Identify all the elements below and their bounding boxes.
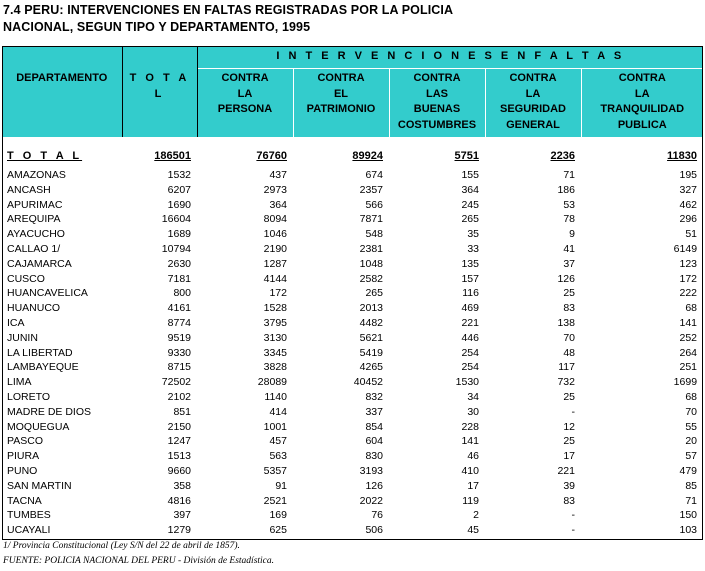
department-name: ICA (7, 316, 25, 329)
cell-value: 157 (461, 272, 479, 285)
cell-value: 254 (461, 361, 479, 374)
title-line-1: 7.4 PERU: INTERVENCIONES EN FALTAS REGISTRADAS POR LA POLICIA (3, 3, 454, 17)
column-header-line: PUBLICA (617, 118, 667, 131)
cell-value: 337 (365, 405, 383, 418)
cell-value: 10794 (161, 242, 191, 255)
cell-value: 3130 (263, 331, 287, 344)
cell-value: 830 (365, 450, 383, 463)
cell-value: 57 (685, 450, 698, 463)
cell-value: 4144 (263, 272, 287, 285)
cell-value: 1530 (455, 376, 479, 389)
cell-value: 83 (563, 494, 575, 507)
cell-value: 16604 (161, 213, 191, 226)
cell-value: 9330 (167, 346, 191, 359)
total-value: 76760 (256, 150, 287, 162)
column-header-line: CONTRA (413, 72, 461, 84)
cell-value: 141 (679, 316, 698, 329)
cell-value: 3828 (263, 361, 287, 374)
cell-value: 2190 (263, 242, 287, 255)
cell-value: 851 (173, 405, 191, 418)
cell-value: 1528 (263, 302, 287, 315)
cell-value: 245 (461, 198, 479, 211)
column-header-line: SEGURIDAD (499, 103, 566, 115)
cell-value: - (571, 509, 575, 522)
cell-value: 5621 (359, 331, 383, 344)
cell-value: 119 (462, 494, 479, 507)
cell-value: 4482 (359, 316, 383, 329)
cell-value: 51 (685, 228, 698, 241)
cell-value: 4161 (167, 302, 191, 315)
cell-value: 17 (467, 479, 479, 492)
department-name: CALLAO 1/ (7, 242, 61, 255)
cell-value: 9519 (167, 331, 191, 344)
cell-value: 548 (365, 228, 383, 241)
column-header-line: GENERAL (506, 118, 560, 131)
department-name: JUNIN (7, 331, 38, 344)
cell-value: 1048 (359, 257, 383, 270)
department-name: UCAYALI (7, 524, 51, 537)
table-title (3, 2, 453, 36)
cell-value: 222 (679, 287, 698, 300)
cell-value: 563 (269, 450, 287, 463)
column-header-line: CONTRA (618, 72, 666, 84)
department-name: CUSCO (7, 272, 45, 285)
cell-value: 39 (563, 479, 575, 492)
cell-value: 2521 (263, 494, 287, 507)
cell-value: 800 (173, 287, 191, 300)
cell-value: 25 (563, 435, 575, 448)
group-header-intervenciones: I N T E R V E N C I O N E S E N F A L T A S (197, 46, 703, 69)
cell-value: 126 (557, 272, 575, 285)
cell-value: 55 (685, 420, 698, 433)
cell-value: 296 (679, 213, 698, 226)
title-line-2: NACIONAL, SEGUN TIPO Y DEPARTAMENTO, 1995 (3, 20, 311, 34)
department-name: PASCO (7, 435, 43, 448)
cell-value: 364 (269, 198, 287, 211)
cell-value: 116 (462, 287, 479, 300)
cell-value: 254 (461, 346, 479, 359)
cell-value: 1532 (167, 169, 191, 181)
cell-value: 72502 (161, 376, 191, 389)
cell-value: 12 (563, 420, 575, 433)
cell-value: 2630 (167, 257, 191, 270)
cell-value: 91 (275, 479, 287, 492)
cell-value: 46 (467, 450, 479, 463)
cell-value: 566 (365, 198, 383, 211)
cell-value: 123 (679, 257, 698, 270)
department-name: AMAZONAS (7, 169, 66, 181)
cell-value: 71 (563, 169, 575, 181)
cell-value: 2582 (359, 272, 383, 285)
cell-value: 252 (679, 331, 698, 344)
cell-value: 2 (473, 509, 479, 522)
cell-value: 437 (269, 169, 287, 181)
cell-value: 625 (269, 524, 287, 537)
cell-value: 1001 (263, 420, 287, 433)
column-header-line: TRANQUILIDAD (600, 103, 685, 115)
cell-value: 854 (365, 420, 383, 433)
cell-value: 1699 (673, 376, 698, 389)
cell-value: 20 (685, 435, 698, 448)
cell-value: 732 (557, 376, 575, 389)
cell-value: 8094 (263, 213, 287, 226)
column-header-departamento: DEPARTAMENTO (2, 46, 122, 137)
cell-value: 135 (461, 257, 479, 270)
column-header-line: PATRIMONIO (306, 103, 376, 115)
department-name: LIMA (7, 376, 32, 389)
column-header-line: LA (634, 87, 650, 100)
cell-value: 5357 (263, 464, 287, 477)
department-name: PUNO (7, 464, 38, 477)
column-header-line: EL (333, 87, 349, 100)
column-header-line: CONTRA (317, 72, 365, 84)
cell-value: 76 (371, 509, 383, 522)
cell-value: 1140 (264, 390, 287, 403)
cell-value: 172 (269, 287, 287, 300)
column-header-line: PERSONA (217, 103, 273, 115)
cell-value: 228 (461, 420, 479, 433)
cell-value: 17 (563, 450, 575, 463)
cell-value: 53 (563, 198, 575, 211)
department-name: AREQUIPA (7, 213, 61, 226)
cell-value: 358 (173, 479, 191, 492)
cell-value: 70 (563, 331, 575, 344)
cell-value: 30 (467, 405, 479, 418)
department-name: SAN MARTIN (7, 479, 72, 492)
department-name: TUMBES (7, 509, 51, 522)
department-name: HUANUCO (7, 302, 61, 315)
total-value: 89924 (352, 150, 383, 162)
cell-value: 457 (269, 435, 287, 448)
cell-value: 45 (467, 524, 479, 537)
cell-value: 674 (365, 169, 383, 181)
cell-value: 1279 (167, 524, 191, 537)
table-frame (2, 46, 703, 540)
cell-value: 469 (461, 302, 479, 315)
department-name: APURIMAC (7, 198, 63, 211)
department-name: LAMBAYEQUE (7, 361, 79, 374)
total-value: 186501 (154, 150, 191, 162)
cell-value: 117 (558, 361, 575, 374)
cell-value: 68 (685, 390, 698, 403)
department-name: PIURA (7, 450, 40, 463)
cell-value: 103 (679, 524, 698, 537)
cell-value: 25 (563, 390, 575, 403)
department-name: LA LIBERTAD (7, 346, 73, 359)
cell-value: 832 (365, 390, 383, 403)
cell-value: 155 (461, 169, 479, 181)
cell-value: 2102 (167, 390, 191, 403)
footnote-callao: 1/ Provincia Constitucional (Ley S/N del 22 de abril de 1857). (3, 541, 240, 551)
cell-value: 446 (461, 331, 479, 344)
cell-value: 85 (685, 479, 698, 492)
cell-value: 126 (365, 479, 383, 492)
cell-value: - (571, 524, 575, 537)
total-value: 5751 (454, 150, 479, 162)
cell-value: 41 (563, 242, 575, 255)
cell-value: 1513 (167, 450, 191, 463)
cell-value: 7871 (359, 213, 383, 226)
cell-value: 8715 (167, 361, 191, 374)
total-value: 2236 (550, 150, 575, 162)
cell-value: 2381 (359, 242, 383, 255)
total-label: T O T A L (7, 150, 83, 162)
cell-value: 2357 (359, 183, 383, 196)
cell-value: 70 (685, 405, 698, 418)
cell-value: 479 (679, 464, 698, 477)
cell-value: 265 (365, 287, 383, 300)
column-header-total: T O T A L (122, 46, 197, 137)
cell-value: 138 (557, 316, 575, 329)
department-name: MADRE DE DIOS (7, 405, 92, 418)
cell-value: 1247 (167, 435, 191, 448)
cell-value: 25 (563, 287, 575, 300)
cell-value: 9 (569, 228, 575, 241)
department-name: CAJAMARCA (7, 257, 72, 270)
cell-value: 169 (269, 509, 287, 522)
cell-value: 71 (685, 494, 698, 507)
column-header-line: COSTUMBRES (397, 118, 477, 131)
cell-value: 186 (557, 183, 575, 196)
cell-value: 6149 (673, 242, 698, 255)
source-note: FUENTE: POLICIA NACIONAL DEL PERU - División de Estadística. (3, 556, 275, 566)
cell-value: 40452 (353, 376, 383, 389)
cell-value: 195 (679, 169, 698, 181)
cell-value: 506 (365, 524, 383, 537)
cell-value: 2013 (359, 302, 383, 315)
cell-value: 1287 (263, 257, 287, 270)
cell-value: 9660 (167, 464, 191, 477)
cell-value: 150 (679, 509, 698, 522)
cell-value: 2150 (167, 420, 191, 433)
cell-value: - (571, 405, 575, 418)
department-name: ANCASH (7, 183, 51, 196)
cell-value: 1046 (263, 228, 287, 241)
cell-value: 83 (563, 302, 575, 315)
cell-value: 7181 (167, 272, 191, 285)
cell-value: 2973 (263, 183, 287, 196)
cell-value: 221 (557, 464, 575, 477)
cell-value: 2022 (359, 494, 383, 507)
cell-value: 6207 (167, 183, 191, 196)
cell-value: 462 (679, 198, 698, 211)
cell-value: 1689 (167, 228, 191, 241)
column-header-line: BUENAS (413, 103, 461, 115)
cell-value: 1690 (167, 198, 191, 211)
cell-value: 33 (467, 242, 479, 255)
department-name: AYACUCHO (7, 228, 65, 241)
department-name: LORETO (7, 390, 50, 403)
cell-value: 3345 (263, 346, 287, 359)
total-value: 11830 (667, 150, 698, 162)
cell-value: 265 (461, 213, 479, 226)
cell-value: 604 (365, 435, 383, 448)
cell-value: 414 (269, 405, 287, 418)
cell-value: 397 (173, 509, 191, 522)
cell-value: 4816 (167, 494, 191, 507)
cell-value: 37 (563, 257, 575, 270)
cell-value: 264 (679, 346, 698, 359)
column-header-line: CONTRA (221, 72, 269, 84)
cell-value: 410 (461, 464, 479, 477)
column-header-line: LA (237, 87, 253, 100)
column-header-line: LA (525, 87, 541, 100)
cell-value: 172 (679, 272, 698, 285)
cell-value: 68 (685, 302, 698, 315)
cell-value: 221 (461, 316, 479, 329)
cell-value: 5419 (359, 346, 383, 359)
cell-value: 3795 (263, 316, 287, 329)
cell-value: 327 (679, 183, 698, 196)
cell-value: 28089 (257, 376, 287, 389)
cell-value: 35 (467, 228, 479, 241)
column-header-line: LAS (426, 87, 448, 100)
department-name: MOQUEGUA (7, 420, 70, 433)
cell-value: 8774 (167, 316, 191, 329)
cell-value: 34 (467, 390, 479, 403)
column-header-line: CONTRA (509, 72, 557, 84)
cell-value: 78 (563, 213, 575, 226)
department-name: HUANCAVELICA (7, 287, 88, 300)
cell-value: 251 (679, 361, 698, 374)
department-name: TACNA (7, 494, 42, 507)
cell-value: 364 (461, 183, 479, 196)
cell-value: 4265 (359, 361, 383, 374)
cell-value: 48 (563, 346, 575, 359)
cell-value: 141 (461, 435, 479, 448)
cell-value: 3193 (359, 464, 383, 477)
